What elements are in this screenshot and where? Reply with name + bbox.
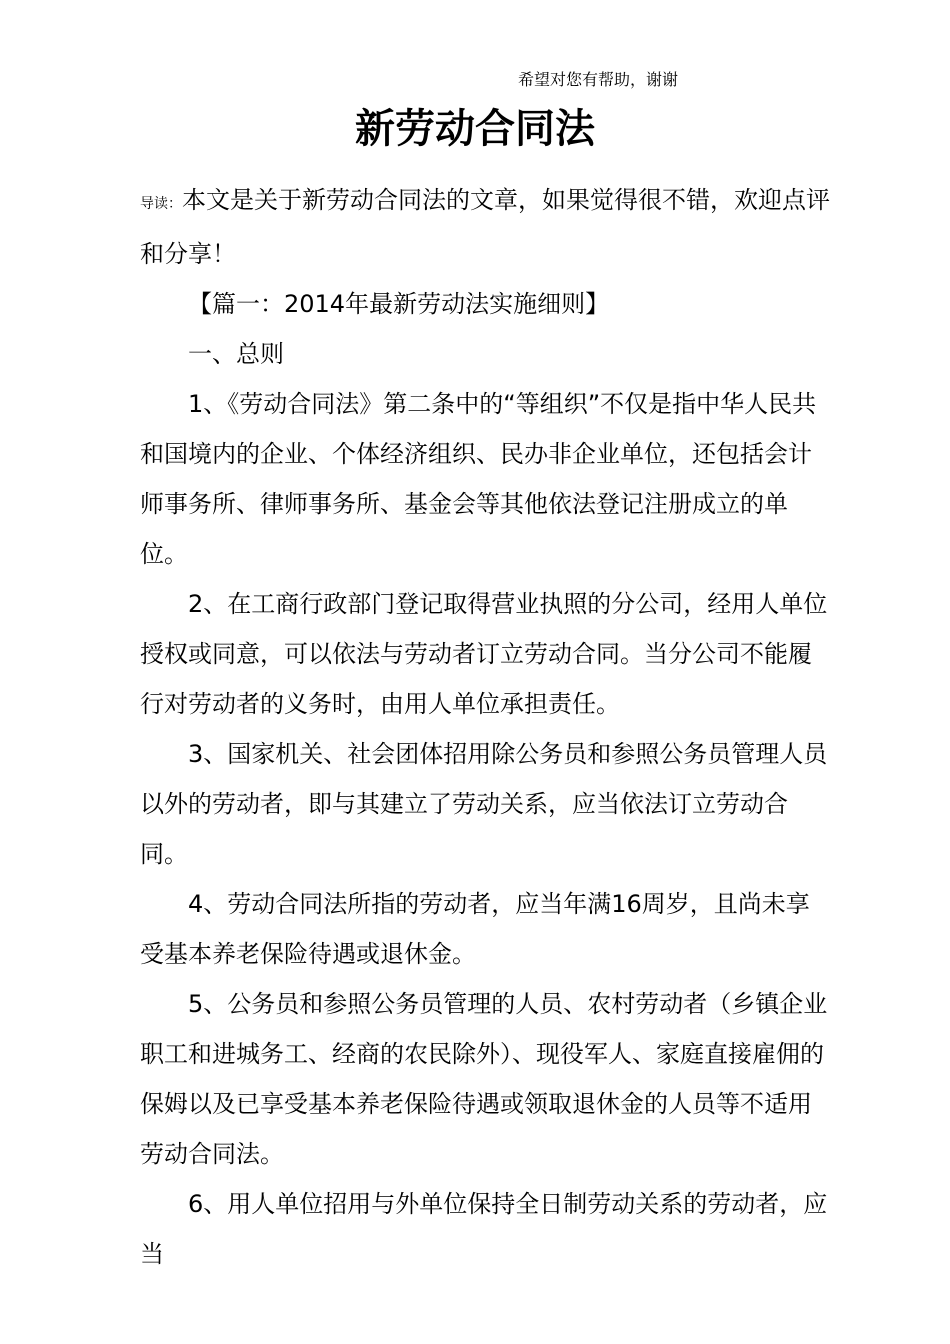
intro-text: 本文是关于新劳动合同法的文章，如果觉得很不错，欢迎点评和分享！ (140, 186, 830, 268)
paragraph-5: 5、公务员和参照公务员管理的人员、农村劳动者（乡镇企业职工和进城务工、经商的农民除外）、现役军人、家庭直接雇佣的保姆以及已享受基本养老保险待遇或领取退休金的人员等不适用劳动合同法。 (140, 990, 828, 1168)
header-note: 希望对您有帮助，谢谢 (518, 70, 679, 89)
paragraph-3: 3、国家机关、社会团体招用除公务员和参照公务员管理人员以外的劳动者，即与其建立了劳动关系，应当依法订立劳动合同。 (140, 740, 828, 868)
chapter-heading: 一、总则 (188, 340, 284, 368)
paragraph-4: 4、劳动合同法所指的劳动者，应当年满16周岁，且尚未享受基本养老保险待遇或退休金。 (140, 890, 810, 968)
paragraph-1: 1、《劳动合同法》第二条中的“等组织”不仅是指中华人民共和国境内的企业、个体经济组织、民办非企业单位，还包括会计师事务所、律师事务所、基金会等其他依法登记注册成立的单位。 (140, 390, 817, 568)
intro-paragraph (140, 175, 830, 279)
intro-label: 导读： (140, 196, 182, 212)
document-body (140, 175, 830, 1279)
paragraph-2: 2、在工商行政部门登记取得营业执照的分公司，经用人单位授权或同意，可以依法与劳动者订立劳动合同。当分公司不能履行对劳动者的义务时，由用人单位承担责任。 (140, 590, 828, 718)
document-title: 新劳动合同法 (355, 106, 595, 152)
section-heading: 【篇一：2014年最新劳动法实施细则】 (188, 290, 610, 318)
paragraph-6: 6、用人单位招用与外单位保持全日制劳动关系的劳动者，应当 (140, 1190, 828, 1268)
